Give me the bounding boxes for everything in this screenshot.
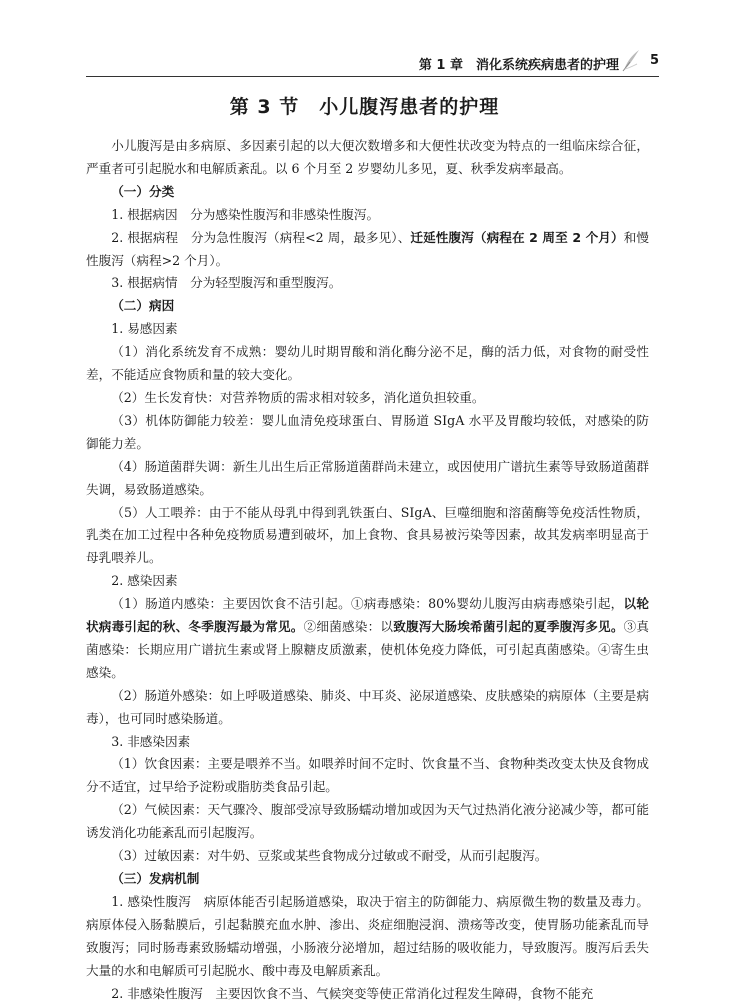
bold-span: 致腹泻大肠埃希菌引起的夏季腹泻多见。 <box>393 619 624 635</box>
text-span: （1）肠道内感染：主要因饮食不洁引起。①病毒感染：80%婴幼儿腹泻由病毒感染引起， <box>111 596 624 612</box>
text-span: 和慢性腹泻（病程>2 个月）。 <box>86 229 649 268</box>
paragraph: 1. 感染性腹泻 病原体能否引起肠道感染，取决于宿主的防御能力、病原微生物的数量及毒力。病原体侵入肠黏膜后，引起黏膜充血水肿、渗出、炎症细胞浸润、溃疡等改变，使胃肠功能紊乱而导致腹泻；同时肠毒素致肠蠕动增强，小肠液分泌增加，超过结肠的吸收能力，导致腹泻。腹泻后丢失大量的水和电解质可引起脱水、酸中毒及电解质紊乱。 <box>86 893 649 978</box>
text-span: ②细菌感染：以 <box>303 619 394 635</box>
text-span: ③真菌感染：长期应用广谱抗生素或肾上腺糖皮质激素，使机体免疫力降低，可引起真菌感染。④寄生虫感染。 <box>86 619 650 680</box>
paragraph: （3）过敏因素：对牛奶、豆浆或某些食物成分过敏或不耐受，从而引起腹泻。 <box>111 848 548 864</box>
subheading: 1. 易感因素 <box>111 321 178 337</box>
heading-classification: （一）分类 <box>111 183 175 199</box>
paragraph <box>86 227 649 273</box>
running-header <box>86 52 659 77</box>
paragraph: （3）机体防御能力较差：婴儿血清免疫球蛋白、胃肠道 SIgA 水平及胃酸均较低，对感染的防御能力差。 <box>86 412 649 451</box>
body-text <box>86 135 649 1005</box>
paragraph: （4）肠道菌群失调：新生儿出生后正常肠道菌群尚未建立，或因使用广谱抗生素等导致肠道菌群失调，易致肠道感染。 <box>86 458 649 497</box>
paragraph: 3. 根据病情 分为轻型腹泻和重型腹泻。 <box>111 275 342 291</box>
heading-pathogenesis: （三）发病机制 <box>111 871 200 886</box>
paragraph: 1. 根据病因 分为感染性腹泻和非感染性腹泻。 <box>111 206 380 222</box>
paragraph: 2. 非感染性腹泻 主要因饮食不当、气候突变等使正常消化过程发生障碍，食物不能充 <box>111 985 594 1001</box>
paragraph: （1）消化系统发育不成熟：婴幼儿时期胃酸和消化酶分泌不足，酶的活力低，对食物的耐受性差，不能适应食物质和量的较大变化。 <box>86 344 649 383</box>
paragraph <box>86 593 649 685</box>
paragraph: （2）肠道外感染：如上呼吸道感染、肺炎、中耳炎、泌尿道感染、皮肤感染的病原体（主要是病毒），也可同时感染肠道。 <box>86 687 649 726</box>
subheading: 3. 非感染因素 <box>111 733 191 749</box>
quill-logo-icon <box>621 48 641 72</box>
heading-etiology: （二）病因 <box>111 298 175 314</box>
text-span: 2. 根据病程 分为急性腹泻（病程<2 周，最多见）、 <box>111 229 411 245</box>
paragraph: （5）人工喂养：由于不能从母乳中得到乳铁蛋白、SIgA、巨噬细胞和溶菌酶等免疫活性物质，乳类在加工过程中各种免疫物质易遭到破坏，加上食物、食具易被污染等因素，故其发病率明显高于母乳喂养儿。 <box>86 504 649 566</box>
chapter-title: 第 1 章 消化系统疾病患者的护理 <box>418 58 619 73</box>
paragraph: （2）气候因素：天气骤冷、腹部受凉导致肠蠕动增加或因为天气过热消化液分泌减少等，都可能诱发消化功能紊乱而引起腹泻。 <box>86 802 649 841</box>
page-number: 5 <box>649 53 659 68</box>
subheading: 2. 感染因素 <box>111 573 178 589</box>
bold-span: 以轮状病毒引起的秋、冬季腹泻最为常见。 <box>86 596 650 635</box>
paragraph: （1）饮食因素：主要是喂养不当。如喂养时间不定时、饮食量不当、食物种类改变太快及食物成分不适宜，过早给予淀粉或脂肪类食品引起。 <box>86 756 649 795</box>
intro-paragraph: 小儿腹泻是由多病原、多因素引起的以大便次数增多和大便性状改变为特点的一组临床综合征，严重者可引起脱水和电解质紊乱。以 6 个月至 2 岁婴幼儿多见，夏、秋季发病率最高。 <box>86 138 649 176</box>
paragraph: （2）生长发育快：对营养物质的需求相对较多，消化道负担较重。 <box>111 389 485 405</box>
section-title: 第 3 节 小儿腹泻患者的护理 <box>229 96 500 118</box>
bold-span: 迁延性腹泻（病程在 2 周至 2 个月） <box>410 229 624 245</box>
